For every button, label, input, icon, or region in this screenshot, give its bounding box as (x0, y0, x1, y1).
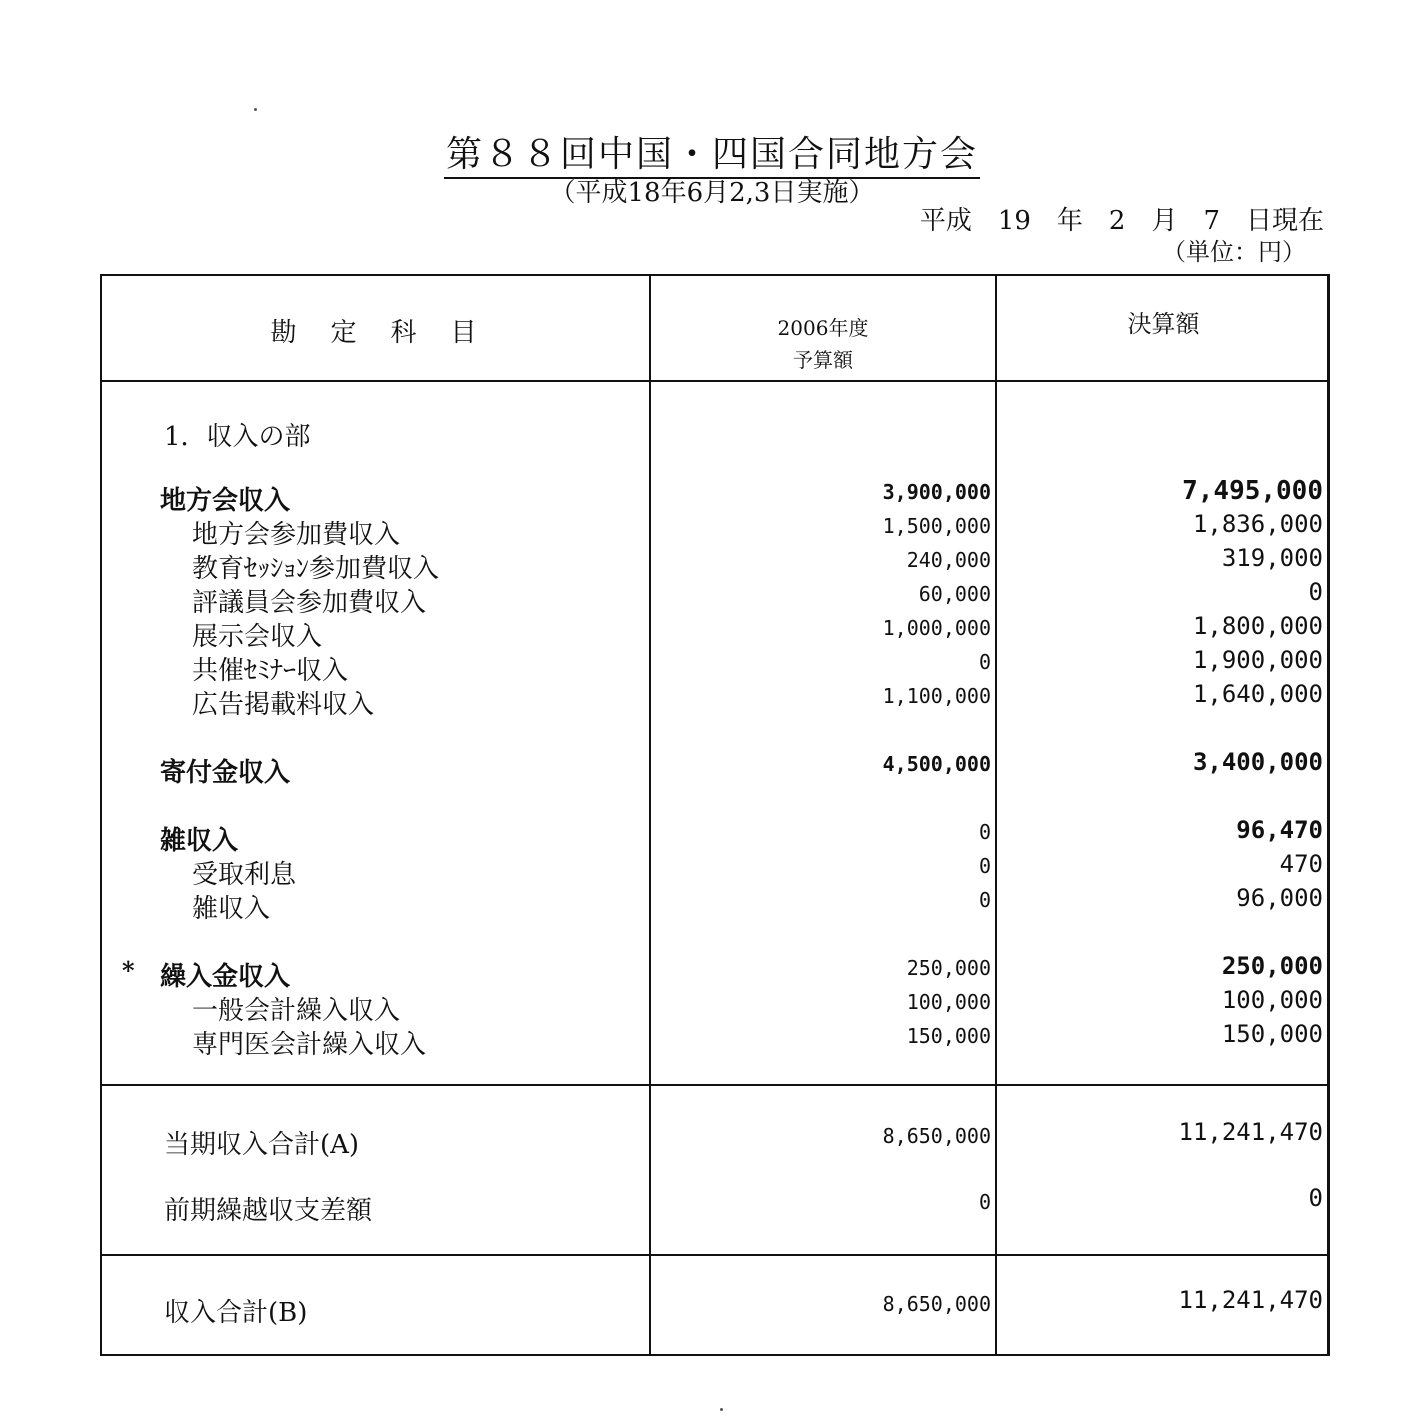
row-budget: 0 (978, 854, 991, 878)
row-actual: 96,000 (1236, 884, 1323, 912)
table-row (102, 646, 1327, 686)
table-row (102, 850, 1327, 890)
row-label: 教育ｾｯｼｮﾝ参加費収入 (192, 554, 440, 584)
table-row (102, 748, 1327, 788)
scan-speck (720, 1408, 723, 1411)
subtotal-row (102, 1118, 1327, 1160)
table-row (102, 612, 1327, 652)
row-label: 繰入金収入 (160, 962, 291, 992)
row-label: 雑収入 (192, 894, 271, 924)
row-budget: 8,650,000 (882, 1124, 991, 1148)
row-actual: 100,000 (1221, 986, 1323, 1014)
row-label: 展示会収入 (192, 622, 323, 652)
row-budget: 250,000 (906, 956, 991, 980)
as-of-date: 平成 19 年 2 月 7 日現在 (919, 206, 1324, 236)
row-label: 寄付金収入 (160, 758, 291, 788)
row-label: 広告掲載料収入 (192, 690, 375, 720)
row-label: 雑収入 (160, 826, 239, 856)
document-title (0, 126, 1424, 177)
row-label: 当期収入合計(A) (164, 1130, 360, 1160)
row-actual: 150,000 (1221, 1020, 1323, 1048)
row-budget: 3,900,000 (882, 480, 991, 504)
row-actual: 1,836,000 (1192, 510, 1323, 538)
row-label: 受取利息 (192, 860, 297, 890)
row-actual: 1,900,000 (1192, 646, 1323, 674)
row-actual: 1,640,000 (1192, 680, 1323, 708)
row-label: 地方会収入 (160, 486, 291, 516)
header-divider (102, 380, 1327, 382)
row-budget: 1,000,000 (882, 616, 991, 640)
row-actual: 1,800,000 (1192, 612, 1323, 640)
table-row (102, 952, 1327, 992)
row-actual: 7,495,000 (1182, 476, 1323, 506)
document-subtitle: （平成18年6月2,3日実施） (549, 178, 875, 208)
row-budget: 150,000 (906, 1024, 991, 1048)
table-row (102, 816, 1327, 856)
row-budget: 1,500,000 (882, 514, 991, 538)
row-actual: 96,470 (1236, 816, 1323, 844)
table-row (102, 986, 1327, 1026)
unit-note: （単位：円） (1162, 238, 1306, 266)
row-budget: 0 (978, 650, 991, 674)
row-budget: 100,000 (906, 990, 991, 1014)
row-actual: 11,241,470 (1178, 1118, 1323, 1146)
scan-speck (254, 108, 257, 111)
table-row (102, 1020, 1327, 1060)
row-label: 専門医会計繰入収入 (192, 1030, 427, 1060)
row-label: 共催ｾﾐﾅｰ収入 (192, 656, 349, 686)
row-budget: 0 (978, 888, 991, 912)
row-actual: 319,000 (1221, 544, 1323, 572)
table-row (102, 476, 1327, 516)
row-budget: 1,100,000 (882, 684, 991, 708)
row-label: 一般会計繰入収入 (192, 996, 401, 1026)
table-row (102, 510, 1327, 550)
title-text: 第８８回中国・四国合同地方会 (444, 134, 980, 179)
row-actual: 11,241,470 (1178, 1286, 1323, 1314)
row-budget: 4,500,000 (882, 752, 991, 776)
table-row (102, 680, 1327, 720)
income-statement-table (100, 274, 1330, 1356)
row-actual: 0 (1308, 1184, 1323, 1212)
section-divider (102, 1084, 1327, 1086)
row-label: 評議員会参加費収入 (192, 588, 427, 618)
row-budget: 0 (978, 1190, 991, 1214)
row-actual: 0 (1308, 578, 1323, 606)
section-title: 1．収入の部 (164, 422, 311, 452)
table-row (102, 884, 1327, 924)
header-account: 勘 定 科 目 (270, 318, 481, 348)
total-divider (102, 1254, 1327, 1256)
row-label: 収入合計(B) (164, 1298, 308, 1328)
header-actual: 決算額 (1127, 310, 1200, 338)
table-row (102, 578, 1327, 618)
table-row (102, 544, 1327, 584)
row-actual: 250,000 (1221, 952, 1323, 980)
row-budget: 60,000 (918, 582, 991, 606)
header-budget-year: 2006年度 (777, 316, 869, 340)
row-label: 前期繰越収支差額 (164, 1196, 373, 1226)
row-budget: 240,000 (906, 548, 991, 572)
row-budget: 0 (978, 820, 991, 844)
row-label: 地方会参加費収入 (192, 520, 401, 550)
subtotal-row (102, 1184, 1327, 1226)
header-budget-label: 予算額 (793, 348, 853, 372)
row-budget: 8,650,000 (882, 1292, 991, 1316)
total-row (102, 1286, 1327, 1328)
row-actual: 470 (1279, 850, 1323, 878)
row-mark: * (122, 956, 135, 985)
row-actual: 3,400,000 (1192, 748, 1323, 776)
